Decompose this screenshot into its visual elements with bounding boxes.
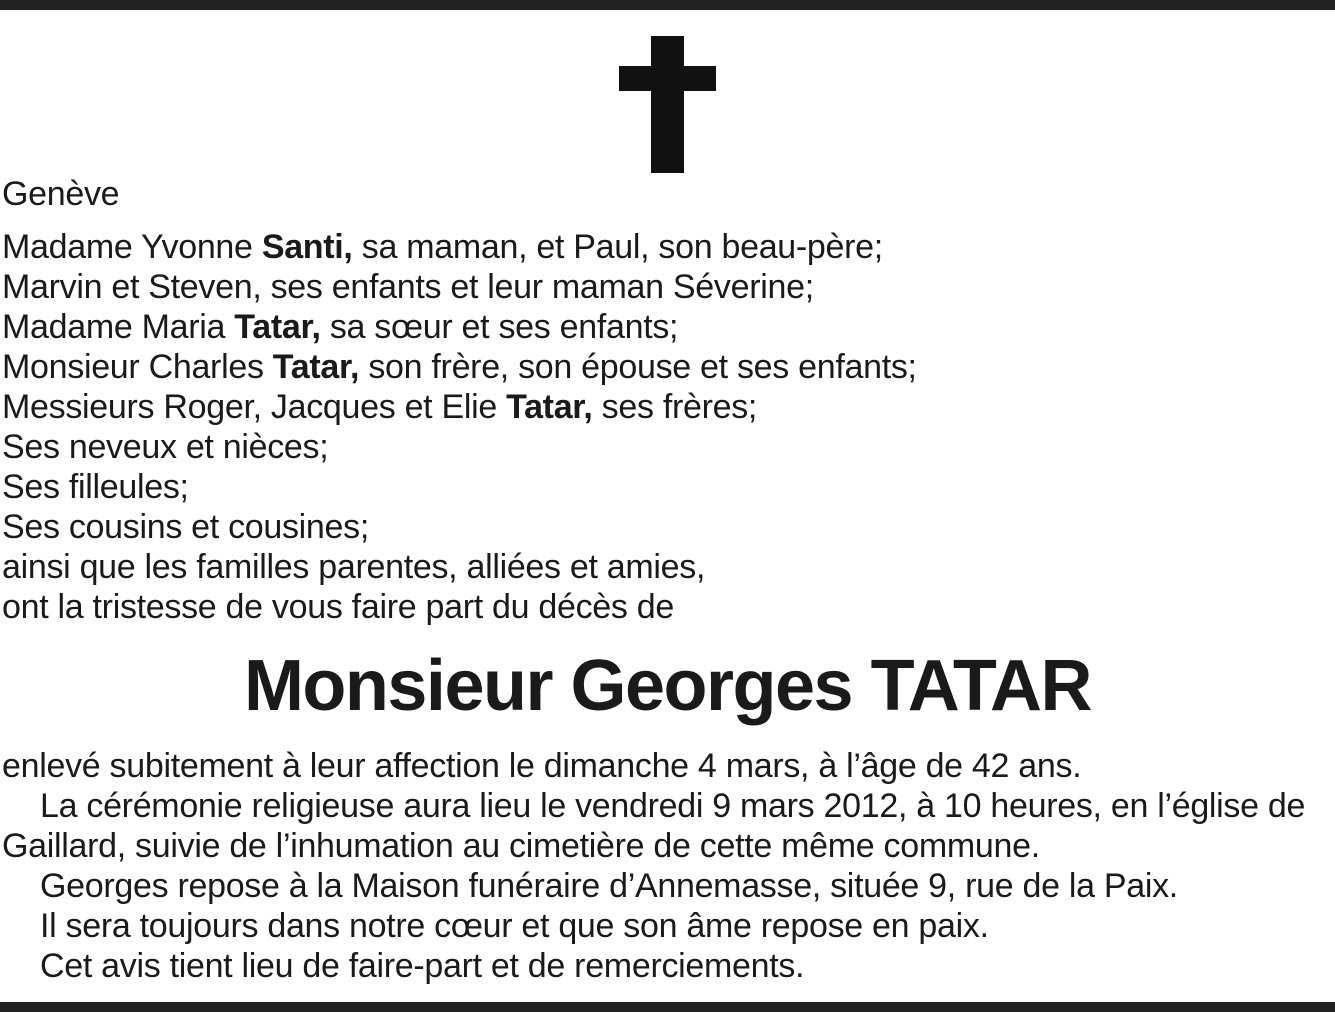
family-line: Messieurs Roger, Jacques et Elie Tatar, ses frères; <box>2 388 758 426</box>
announcement-line: La cérémonie religieuse aura lieu le vendredi 9 mars 2012, à 10 heures, en l’église de <box>40 787 1306 825</box>
announcement-line: Georges repose à la Maison funéraire d’Annemasse, située 9, rue de la Paix. <box>40 867 1178 905</box>
announcement-line: Il sera toujours dans notre cœur et que son âme repose en paix. <box>40 907 989 945</box>
announcement-line: Cet avis tient lieu de faire-part et de remerciements. <box>40 947 805 985</box>
family-line: Marvin et Steven, ses enfants et leur maman Séverine; <box>2 268 814 306</box>
cross-horizontal-bar <box>619 66 716 91</box>
family-line: Ses cousins et cousines; <box>2 508 369 546</box>
family-line: Ses neveux et nièces; <box>2 428 329 466</box>
deceased-name-heading: Monsieur Georges TATAR <box>243 646 1092 726</box>
bottom-border-rule <box>0 1002 1335 1012</box>
family-line: Madame Maria Tatar, sa sœur et ses enfants; <box>2 308 679 346</box>
cross-vertical-bar <box>651 36 684 173</box>
family-surname: Tatar, <box>234 308 321 346</box>
family-list <box>2 227 917 627</box>
family-line: Monsieur Charles Tatar, son frère, son épouse et ses enfants; <box>2 348 917 386</box>
family-line: ainsi que les familles parentes, alliées et amies, <box>2 548 706 586</box>
announcement-line: Gaillard, suivie de l’inhumation au cimetière de cette même commune. <box>2 827 1040 865</box>
family-line: ont la tristesse de vous faire part du décès de <box>2 588 674 626</box>
family-surname: Santi, <box>261 228 353 266</box>
announcement-body <box>2 746 1305 986</box>
family-surname: Tatar, <box>272 348 360 386</box>
family-line: Madame Yvonne Santi, sa maman, et Paul, son beau-père; <box>2 228 883 266</box>
cross-icon <box>619 36 716 173</box>
top-border-rule <box>0 0 1335 10</box>
announcement-line: enlevé subitement à leur affection le dimanche 4 mars, à l’âge de 42 ans. <box>2 747 1082 785</box>
family-surname: Tatar, <box>506 388 593 426</box>
place-label: Genève <box>2 175 120 213</box>
family-line: Ses filleules; <box>2 468 189 506</box>
